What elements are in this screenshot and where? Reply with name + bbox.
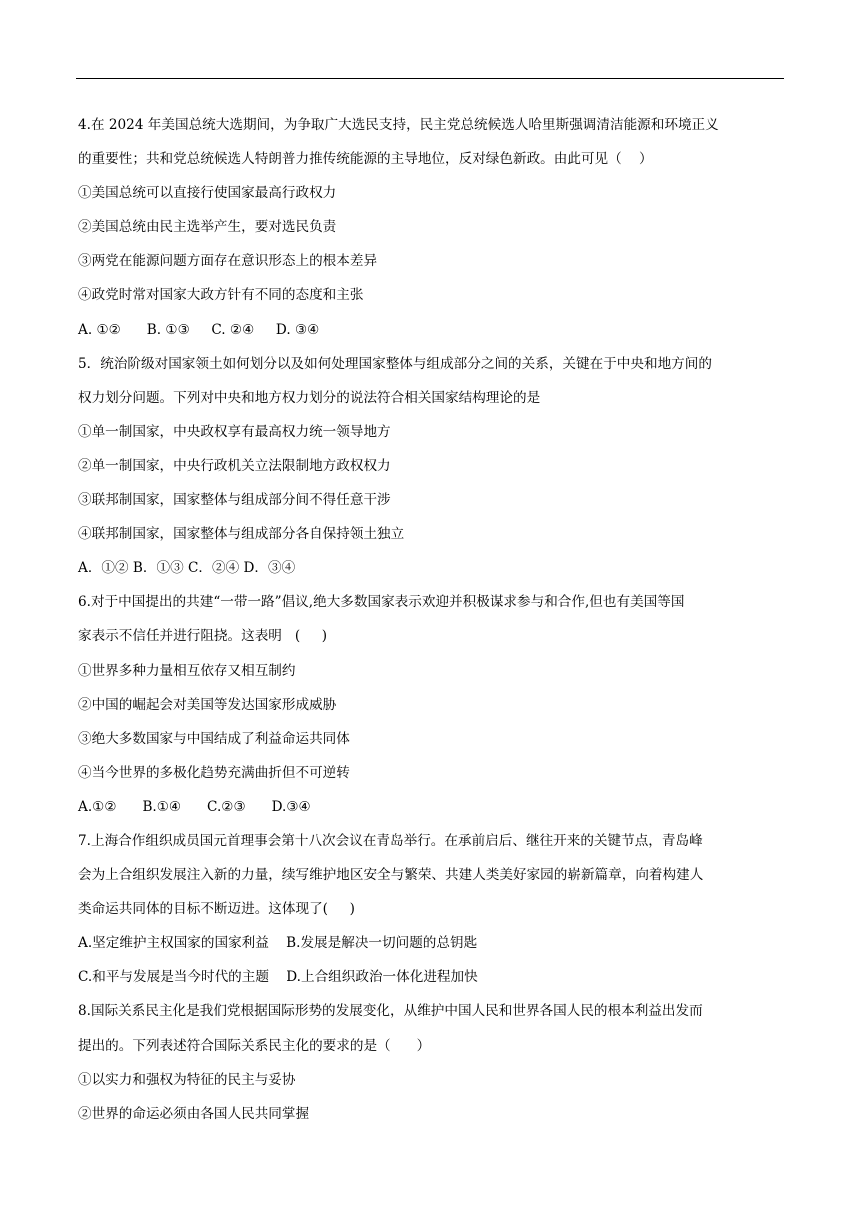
q4-options: A. ①② B. ①③ C. ②④ D. ③④ xyxy=(78,321,320,338)
document-body xyxy=(78,108,786,1131)
q8-statement-1: ①以实力和强权为特征的民主与妥协 xyxy=(78,1071,296,1088)
q5-stem-line-2: 权力划分问题。下列对中央和地方权力划分的说法符合相关国家结构理论的是 xyxy=(78,389,541,406)
q5-statement-3: ③联邦制国家，国家整体与组成部分间不得任意干涉 xyxy=(78,492,391,509)
q6-statement-1: ①世界多种力量相互依存又相互制约 xyxy=(78,662,296,679)
q4-statement-3: ③两党在能源问题方面存在意识形态上的根本差异 xyxy=(78,253,378,270)
q7-options-ab: A.坚定维护主权国家的国家利益 B.发展是解决一切问题的总钥匙 xyxy=(78,935,478,952)
q8-statement-2: ②世界的命运必须由各国人民共同掌握 xyxy=(78,1105,310,1122)
q6-statement-3: ③绝大多数国家与中国结成了利益命运共同体 xyxy=(78,730,350,747)
q6-options: A.①② B.①④ C.②③ D.③④ xyxy=(78,798,311,815)
q5-statement-2: ②单一制国家，中央行政机关立法限制地方政权权力 xyxy=(78,457,391,474)
q6-stem-line-2: 家表示不信任并进行阻挠。这表明 ( ) xyxy=(78,628,328,645)
q5-statement-4: ④联邦制国家，国家整体与组成部分各自保持领土独立 xyxy=(78,526,405,543)
q7-stem-line-3: 类命运共同体的目标不断迈进。这体现了( ) xyxy=(78,901,355,918)
q6-statement-4: ④当今世界的多极化趋势充满曲折但不可逆转 xyxy=(78,764,350,781)
q4-statement-1: ①美国总统可以直接行使国家最高行政权力 xyxy=(78,185,337,202)
q7-stem-line-1: 7.上海合作组织成员国元首理事会第十八次会议在青岛举行。在承前启后、继往开来的关键节点，青岛峰 xyxy=(78,832,703,849)
header-rule xyxy=(76,78,784,79)
q4-stem-line-1: 4.在 2024 年美国总统大选期间，为争取广大选民支持，民主党总统候选人哈里斯强调清洁能源和环境正义 xyxy=(78,117,719,133)
q6-stem-line-1: 6.对于中国提出的共建“一带一路”倡议,绝大多数国家表示欢迎并积极谋求参与和合作,但也有美国等国 xyxy=(78,594,685,611)
q4-statement-4: ④政党时常对国家大政方针有不同的态度和主张 xyxy=(78,287,364,304)
q8-stem-line-2: 提出的。下列表述符合国际关系民主化的要求的是（ ） xyxy=(78,1037,431,1054)
q7-stem-line-2: 会为上合组织发展注入新的力量，续写维护地区安全与繁荣、共建人类美好家园的崭新篇章，向着构建人 xyxy=(78,867,704,884)
q5-stem-line-1: 5．统治阶级对国家领土如何划分以及如何处理国家整体与组成部分之间的关系，关键在于中央和地方间的 xyxy=(78,355,712,372)
q4-statement-2: ②美国总统由民主选举产生，要对选民负责 xyxy=(78,219,337,236)
q7-options-cd: C.和平与发展是当今时代的主题 D.上合组织政治一体化进程加快 xyxy=(78,969,478,986)
q8-stem-line-1: 8.国际关系民主化是我们党根据国际形势的发展变化，从维护中国人民和世界各国人民的根本利益出发而 xyxy=(78,1003,703,1020)
q5-statement-1: ①单一制国家，中央政权享有最高权力统一领导地方 xyxy=(78,423,391,440)
q4-stem-line-2: 的重要性；共和党总统候选人特朗普力推传统能源的主导地位，反对绿色新政。由此可见（ ） xyxy=(78,151,653,168)
q5-options: A．①② B．①③ C．②④ D．③④ xyxy=(78,560,296,577)
q6-statement-2: ②中国的崛起会对美国等发达国家形成威胁 xyxy=(78,696,337,713)
